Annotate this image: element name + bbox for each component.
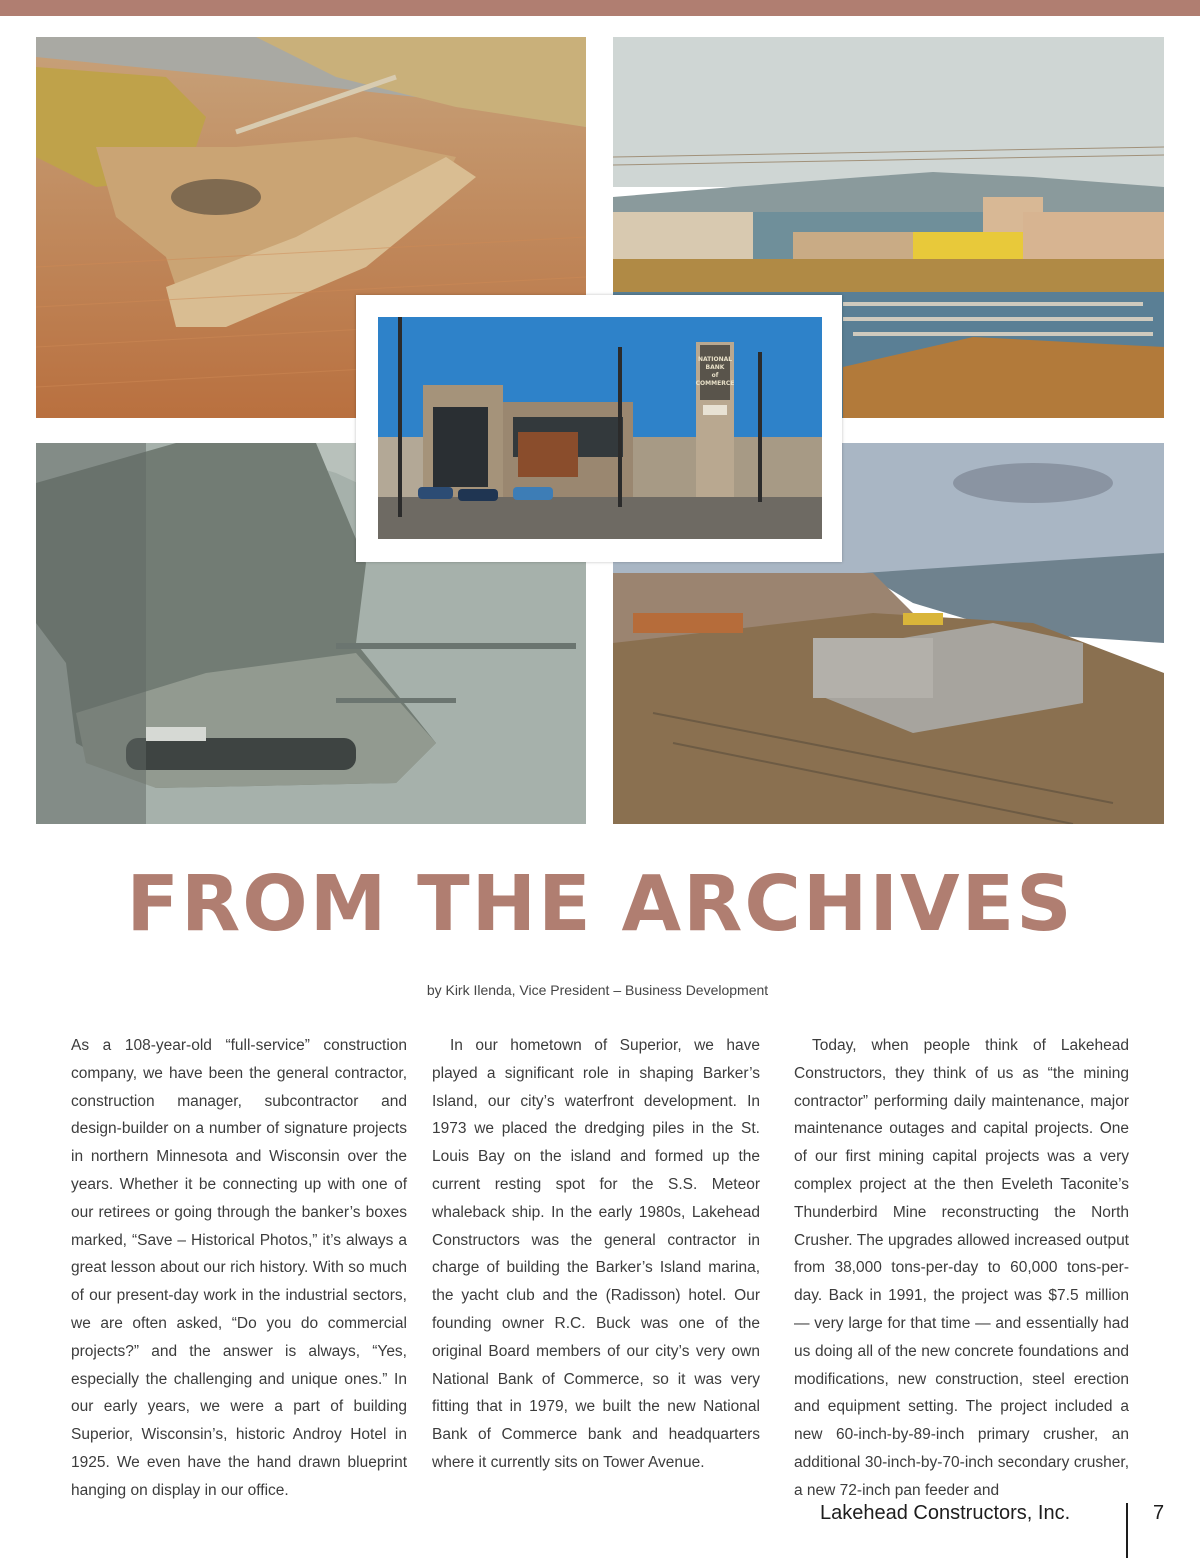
page-number: 7 [1153,1502,1165,1524]
article-column-2: In our hometown of Superior, we have played a significant role in shaping Barker’s Island, our city’s waterfront development. In 1973 we placed the dredging piles in the St. Louis Bay on the island and formed up the current resting spot for the S.S. Meteor whaleback ship. In the early 1980s, Lakehead Constructors was the general contractor in charge of building the Barker’s Island marina, the yacht club and the (Radisson) hotel. Our founding owner R.C. Buck was one of the original Board members of our city’s very own National Bank of Commerce, so it was very fitting that in 1979, we built the new National Bank of Commerce bank and headquarters where it currently sits on Tower Avenue. [432,1037,760,1471]
article-title: FROM THE ARCHIVES [126,860,1074,949]
bank-sign-line-3: of [711,372,719,379]
article-byline: by Kirk Ilenda, Vice President – Business Development [426,982,769,998]
top-accent-bar [0,0,1200,16]
footer-company-name: Lakehead Constructors, Inc. [820,1502,1071,1524]
national-bank-of-commerce-photo [378,317,822,539]
article-column-3: Today, when people think of Lakehead Constructors, they think of us as “the mining contractor” performing daily maintenance, major maintenance outages and capital projects. One of our first mining capital projects was a very complex project at the then Eveleth Taconite’s Thunderbird Mine reconstructing the North Crusher. The upgrades allowed increased output from 38,000 tons-per-day to 60,000 tons-per-day. Back in 1991, the project was $7.5 million — very large for that time — and essentially had us doing all of the new concrete foundations and modifications, new construction, steel erection and equipment setting. The project included a new 60-inch-by-89-inch primary crusher, an additional 30-inch-by-70-inch secondary crusher, a new 72-inch pan feeder and [794,1037,1129,1499]
article-column-1: As a 108-year-old “full-service” construction company, we have been the general contractor, construction manager, subcontractor and design-builder on a number of signature projects in northern Minnesota and Wisconsin over the years. Whether it be connecting up with one of our retirees or going through the banker’s boxes marked, “Save – Historical Photos,” it’s always a great lesson about our rich history. With so much of our present-day work in the industrial sectors, we are often asked, “Do you do commercial projects?” and the answer is always, “Yes, especially the challenging and unique ones.” In our early years, we were a part of building Superior, Wisconsin’s, historic Androy Hotel in 1925. We even have the hand drawn blueprint hanging on display in our office. [71,1037,407,1499]
bank-sign-line-4: COMMERCE [695,380,735,387]
footer-divider [1126,1503,1128,1558]
bank-sign-line-2: BANK [705,364,725,371]
bank-sign-line-1: NATIONAL [697,356,733,363]
